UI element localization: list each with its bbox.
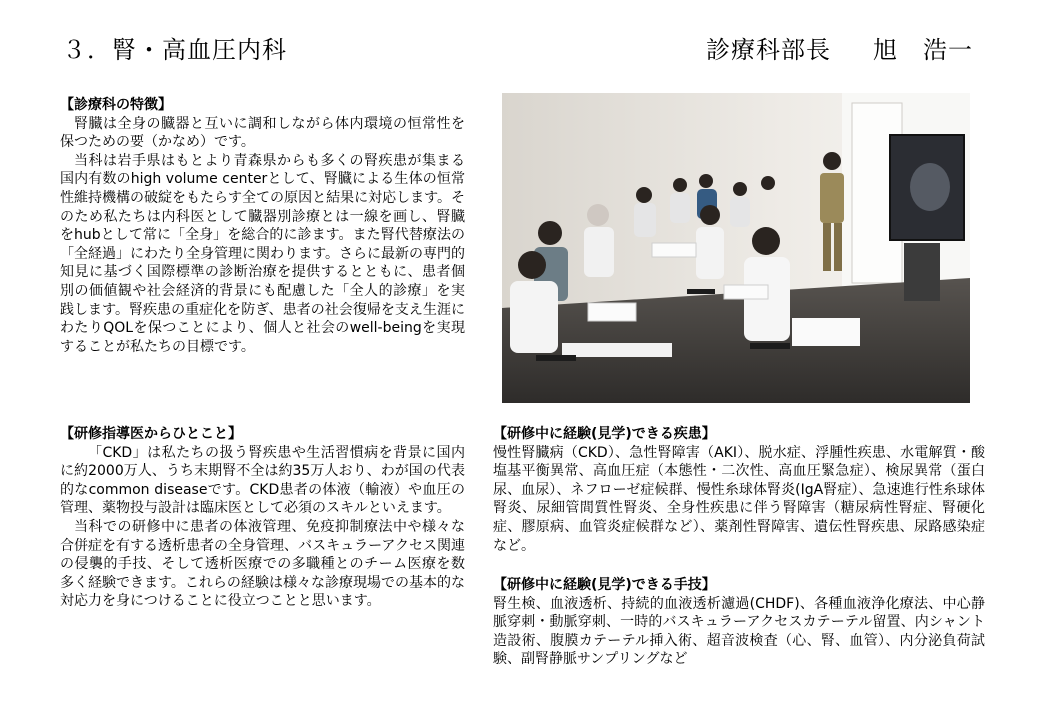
features-paragraph: 腎臓は全身の臓器と互いに調和しながら体内環境の恒常性を保つための要（かなめ）です。 [60, 115, 465, 151]
page-title: ３．腎・高血圧内科 [62, 36, 287, 64]
procedures-text: 腎生検、血液透析、持続的血液透析濾過(CHDF)、各種血液浄化療法、中心静脈穿刺・動脈穿刺、一時的バスキュラーアクセスカテーテル留置、内シャント造設術、腹膜カテーテル挿入術、超音波検査（心、腎、血管）、内分泌負荷試験、副腎静脈サンプリングなど [493, 595, 985, 668]
procedures-heading: 【研修中に経験(見学)できる手技】 [493, 577, 716, 593]
diseases-section [493, 425, 985, 555]
message-heading: 【研修指導医からひとこと】 [60, 426, 242, 442]
message-section [60, 425, 465, 611]
message-paragraph: 「CKD」は私たちの扱う腎疾患や生活習慣病を背景に国内に約2000万人、うち末期腎不全は約35万人おり、わが国の代表的なcommon diseaseです。CKD患者の体液（輸液）や血圧の管理、薬物投与設計は臨床医として必須のスキルといえます。 [60, 444, 465, 517]
diseases-text: 慢性腎臓病（CKD）、急性腎障害（AKI）、脱水症、浮腫性疾患、水電解質・酸塩基平衡異常、高血圧症（本態性・二次性、高血圧緊急症）、検尿異常（蛋白尿、血尿）、ネフローゼ症候群、慢性糸球体腎炎(IgA腎症）、急速進行性糸球体腎炎、尿細管間質性腎炎、全身性疾患に伴う腎障害（糖尿病性腎症、腎硬化症、膠原病、血管炎症候群など）、薬剤性腎障害、遺伝性腎疾患、尿路感染症など。 [493, 444, 985, 554]
head-role: 診療科部長 [706, 36, 831, 64]
lecture-scene-graphic [502, 93, 970, 403]
department-head [706, 30, 973, 65]
features-paragraph: 当科は岩手県はもとより青森県からも多くの腎疾患が集まる国内有数のhigh volume centerとして、腎臓による生体の恒常性維持機構の破綻をもたらす全ての原因と結果に対応します。そのため私たちは内科医として臓器別診療とは一線を画し、腎臓をhubとして常に「全身」を総合的に診ます。また腎代替療法の「全経過」にわたり全身管理に関わります。さらに最新の専門的知見に基づく国際標準の診断治療を提供するとともに、患者個別の価値観や社会経済的背景にも配慮した「全人的診療」を実践します。腎疾患の重症化を防ぎ、患者の社会復帰を支え生涯にわたりQOLを保つことにより、個人と社会のwell-beingを実現することが私たちの目標です。 [60, 152, 465, 355]
lecture-room-photo [502, 93, 970, 403]
head-name: 旭 浩一 [873, 36, 973, 64]
diseases-heading: 【研修中に経験(見学)できる疾患】 [493, 426, 716, 442]
features-heading: 【診療科の特徴】 [60, 97, 172, 113]
features-section [60, 96, 465, 356]
message-paragraph: 当科での研修中に患者の体液管理、免疫抑制療法中や様々な合併症を有する透析患者の全身管理、バスキュラーアクセス関連の侵襲的手技、そして透析医療での多職種とのチーム医療を数多く経験できます。これらの経験は様々な診療現場での基本的な対応力を身につけることに役立つことと思います。 [60, 518, 465, 610]
procedures-section [493, 576, 985, 669]
